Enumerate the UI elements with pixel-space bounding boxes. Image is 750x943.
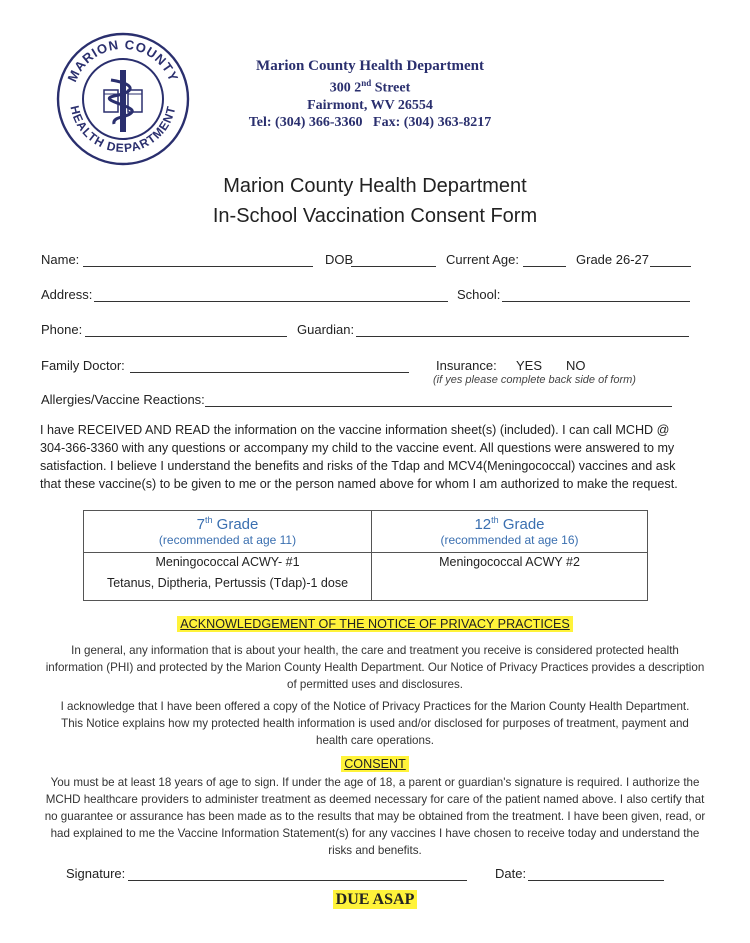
family-doctor-label: Family Doctor: — [41, 358, 125, 373]
grade-label: Grade 26-27 — [576, 252, 649, 267]
grade-12-column — [372, 511, 647, 569]
consent-heading: CONSENT — [341, 756, 409, 772]
current-age-field[interactable] — [523, 266, 566, 267]
allergies-field[interactable] — [205, 406, 672, 407]
dob-field[interactable] — [351, 266, 436, 267]
vaccine-grade-table — [83, 510, 648, 601]
phone-label: Phone: — [41, 322, 83, 337]
due-asap-label: DUE ASAP — [333, 890, 418, 909]
insurance-label: Insurance: — [436, 358, 497, 373]
grade-7-column — [84, 511, 371, 590]
seal-bottom-text: HEALTH DEPARTMENT — [67, 104, 179, 156]
address-field[interactable] — [94, 301, 448, 302]
privacy-paragraph-1: In general, any information that is about your health, the care and treatment you receive is considered protected health information (PHI) and protected by the Marion County Health Department. Our Notice of Privacy Practices provides a description of permitted uses and disclosures. — [45, 644, 705, 691]
school-label: School: — [457, 287, 501, 302]
signature-label: Signature: — [66, 866, 126, 881]
grade-7-recommendation: (recommended at age 11) — [158, 533, 297, 547]
letterhead-street: 300 2nd Street — [329, 78, 411, 96]
health-department-seal-logo — [56, 32, 190, 166]
privacy-heading: ACKNOWLEDGEMENT OF THE NOTICE OF PRIVACY PRACTICES — [177, 616, 573, 632]
grade-12-heading: 12th Grade — [474, 515, 545, 533]
family-doctor-field[interactable] — [130, 372, 409, 373]
insurance-note: (if yes please complete back side of form) — [433, 374, 636, 386]
grade-7-vaccine-2: Tetanus, Diptheria, Pertussis (Tdap)-1 dose — [106, 576, 349, 590]
letterhead-phones: Tel: (304) 366-3360 Fax: (304) 363-8217 — [248, 114, 492, 130]
form-title-line2: In-School Vaccination Consent Form — [212, 205, 538, 227]
letterhead-org-name: Marion County Health Department — [256, 58, 484, 74]
privacy-heading-wrap — [0, 617, 750, 631]
insurance-yes-option[interactable]: YES — [516, 358, 543, 373]
grade-12-vaccine-1: Meningococcal ACWY #2 — [439, 555, 580, 569]
seal-top-text: MARION COUNTY — [64, 36, 182, 85]
letterhead — [200, 58, 540, 131]
consent-statement: I have RECEIVED AND READ the information on the vaccine information sheet(s) (included). I can call MCHD @ 304-366-3360 with any questions or accompany my child to the vaccine event. All questions were answered to my satisfaction. I believe I understand the benefits and risks of the Tdap and MCV4(Meningococcal) vaccines and ask that these vaccine(s) to be given to me or the person named above for whom I am authorized to make the request. — [40, 423, 678, 491]
consent-paragraph: You must be at least 18 years of age to sign. If under the age of 18, a parent or guardian's signature is required. I authorize the MCHD healthcare providers to administer treatment as deemed necessary for care of the patient named above. I also certify that no guarantee or assurance has been made as to the results that may be obtained from the treatment. I have been given, read, or had explained to me the Vaccine Information Statement(s) for any vaccines I have chosen to receive today and understand the risks and benefits. — [44, 776, 706, 857]
phone-field[interactable] — [85, 336, 287, 337]
grade-7-heading: 7th Grade — [196, 515, 259, 533]
name-field[interactable] — [83, 266, 313, 267]
guardian-field[interactable] — [356, 336, 689, 337]
signature-field[interactable] — [128, 880, 467, 881]
dob-label: DOB — [325, 252, 354, 267]
date-label: Date: — [495, 866, 527, 881]
grade-7-vaccine-1: Meningococcal ACWY- #1 — [155, 555, 300, 569]
date-field[interactable] — [528, 880, 664, 881]
form-title-line1: Marion County Health Department — [223, 175, 527, 197]
consent-heading-wrap — [0, 757, 750, 771]
due-wrap — [0, 891, 750, 909]
grade-12-recommendation: (recommended at age 16) — [440, 533, 579, 547]
guardian-label: Guardian: — [297, 322, 355, 337]
privacy-paragraph-2: I acknowledge that I have been offered a copy of the Notice of Privacy Practices for the Marion County Health Department. This Notice explains how my protected health information is used and/or disclosed for purposes of treatment, payment and health care operations. — [60, 700, 690, 747]
current-age-label: Current Age: — [446, 252, 519, 267]
insurance-no-option[interactable]: NO — [566, 358, 586, 373]
allergies-label: Allergies/Vaccine Reactions: — [41, 392, 205, 407]
school-field[interactable] — [502, 301, 690, 302]
name-label: Name: — [41, 252, 80, 267]
letterhead-city: Fairmont, WV 26554 — [307, 97, 433, 113]
address-label: Address: — [41, 287, 93, 302]
grade-field[interactable] — [650, 266, 691, 267]
